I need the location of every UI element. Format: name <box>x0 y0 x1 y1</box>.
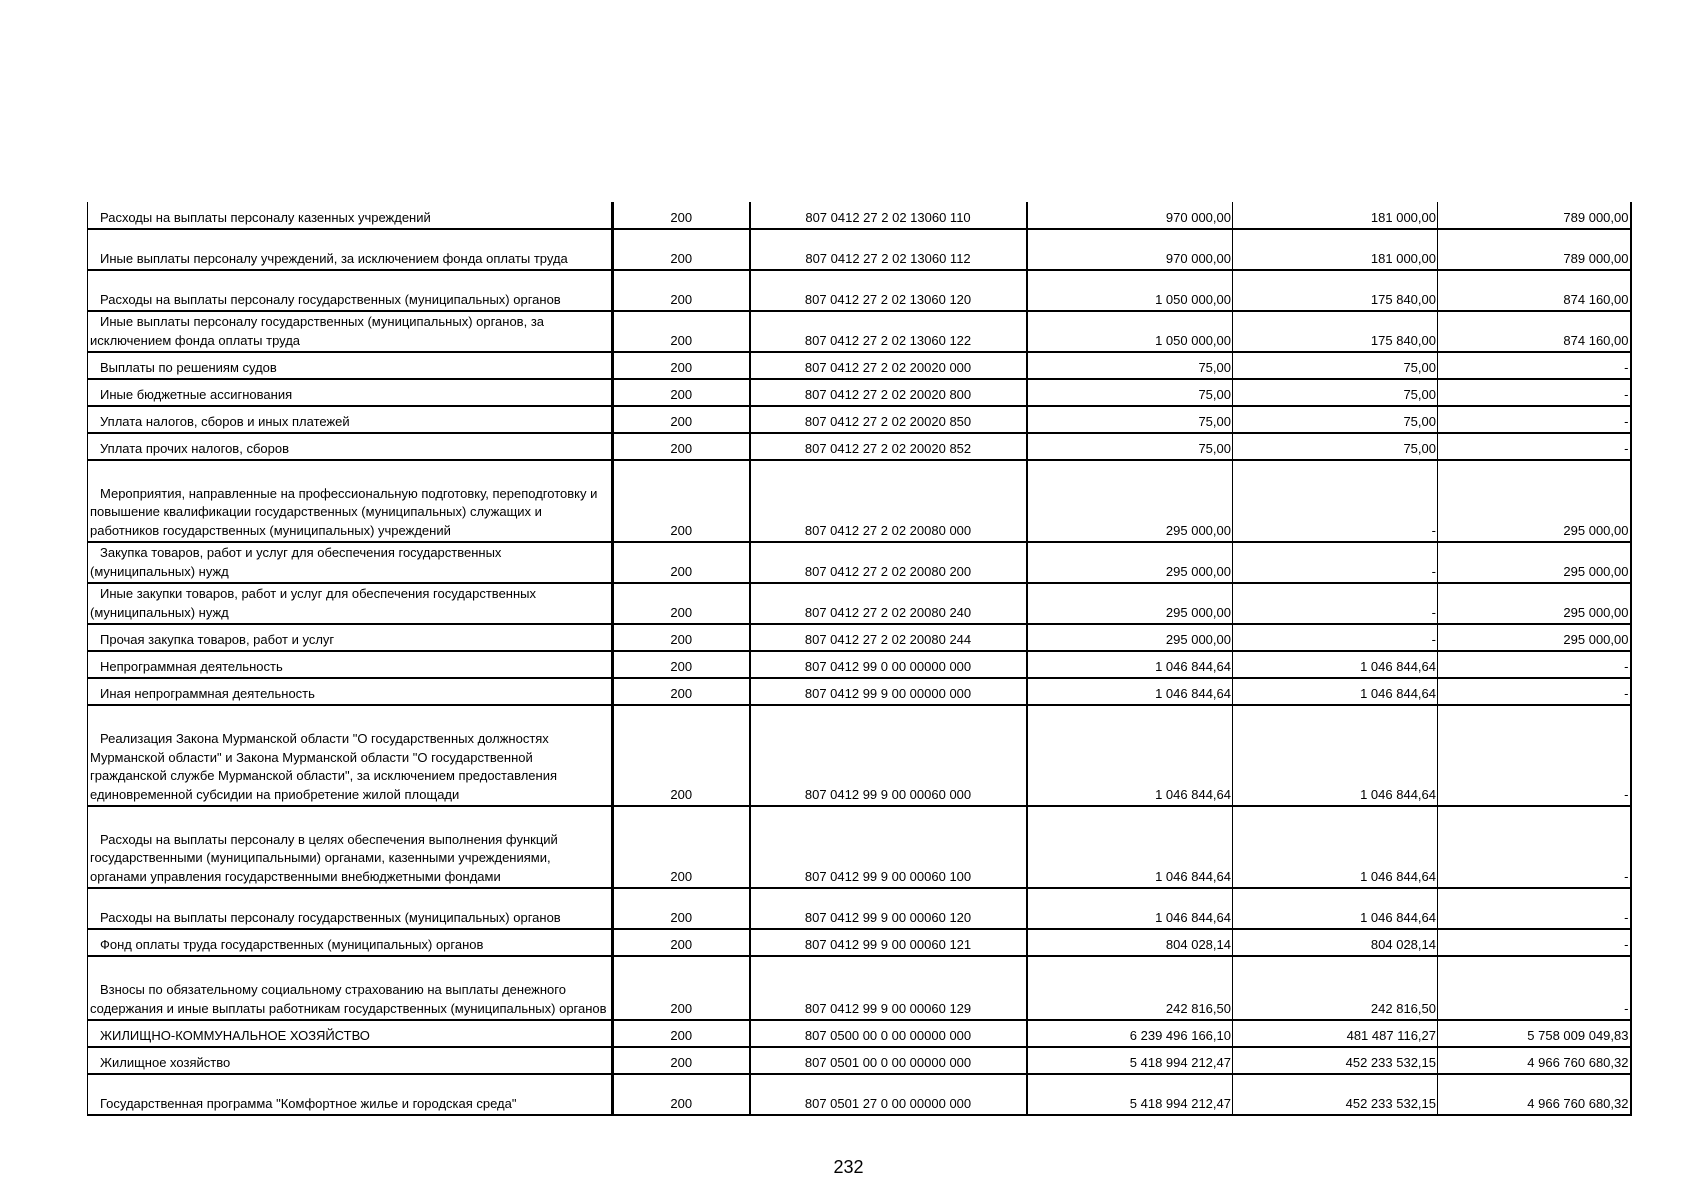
row-executed-amount: 481 487 116,27 <box>1233 1020 1438 1047</box>
row-approved-amount: 5 418 994 212,47 <box>1027 1074 1233 1115</box>
row-executed-amount: 175 840,00 <box>1233 311 1438 352</box>
row-line-code: 200 <box>613 956 750 1020</box>
row-line-code: 200 <box>613 406 750 433</box>
row-approved-amount: 970 000,00 <box>1027 202 1233 229</box>
row-budget-code: 807 0412 27 2 02 20080 240 <box>750 583 1027 624</box>
row-name: Расходы на выплаты персоналу государственных (муниципальных) органов <box>88 270 613 311</box>
page-number: 232 <box>833 1157 864 1177</box>
row-remaining-amount: - <box>1438 806 1631 888</box>
row-line-code: 200 <box>613 352 750 379</box>
row-line-code: 200 <box>613 229 750 270</box>
row-budget-code: 807 0412 27 2 02 20020 000 <box>750 352 1027 379</box>
table-row <box>88 379 1631 406</box>
row-name: Мероприятия, направленные на профессиональную подготовку, переподготовку и повышение квалификации государственных (муниципальных) служащих и работников государственных (муниципальных) учреждений <box>88 460 613 542</box>
row-budget-code: 807 0412 27 2 02 13060 120 <box>750 270 1027 311</box>
table-row <box>88 705 1631 806</box>
row-line-code: 200 <box>613 806 750 888</box>
row-name: Реализация Закона Мурманской области "О государственных должностях Мурманской области" и Закона Мурманской области "О государственной гражданской службе Мурманской области", за исключением предоставления единовременной субсидии на приобретение жилой площади <box>88 705 613 806</box>
row-executed-amount: 75,00 <box>1233 379 1438 406</box>
row-remaining-amount: - <box>1438 678 1631 705</box>
row-approved-amount: 75,00 <box>1027 379 1233 406</box>
row-executed-amount: 75,00 <box>1233 406 1438 433</box>
row-executed-amount: 242 816,50 <box>1233 956 1438 1020</box>
row-executed-amount: 75,00 <box>1233 352 1438 379</box>
row-budget-code: 807 0412 27 2 02 20020 800 <box>750 379 1027 406</box>
row-name: Непрограммная деятельность <box>88 651 613 678</box>
row-executed-amount: 75,00 <box>1233 433 1438 460</box>
row-approved-amount: 1 046 844,64 <box>1027 651 1233 678</box>
row-line-code: 200 <box>613 583 750 624</box>
table-row <box>88 311 1631 352</box>
row-budget-code: 807 0412 27 2 02 13060 122 <box>750 311 1027 352</box>
table-row <box>88 460 1631 542</box>
row-budget-code: 807 0412 27 2 02 13060 112 <box>750 229 1027 270</box>
row-remaining-amount: 874 160,00 <box>1438 270 1631 311</box>
row-budget-code: 807 0500 00 0 00 00000 000 <box>750 1020 1027 1047</box>
row-budget-code: 807 0412 27 2 02 13060 110 <box>750 202 1027 229</box>
row-name: ЖИЛИЩНО-КОММУНАЛЬНОЕ ХОЗЯЙСТВО <box>88 1020 613 1047</box>
row-name: Расходы на выплаты персоналу казенных учреждений <box>88 202 613 229</box>
row-executed-amount: 1 046 844,64 <box>1233 705 1438 806</box>
table-row <box>88 1047 1631 1074</box>
row-remaining-amount: 295 000,00 <box>1438 460 1631 542</box>
row-line-code: 200 <box>613 651 750 678</box>
row-approved-amount: 295 000,00 <box>1027 624 1233 651</box>
row-approved-amount: 1 050 000,00 <box>1027 270 1233 311</box>
row-budget-code: 807 0412 99 9 00 00060 000 <box>750 705 1027 806</box>
table-row <box>88 1074 1631 1115</box>
row-name: Иные бюджетные ассигнования <box>88 379 613 406</box>
row-approved-amount: 75,00 <box>1027 433 1233 460</box>
budget-execution-table <box>87 202 1632 1116</box>
row-name: Жилищное хозяйство <box>88 1047 613 1074</box>
row-executed-amount: 175 840,00 <box>1233 270 1438 311</box>
table-row <box>88 956 1631 1020</box>
row-budget-code: 807 0412 99 9 00 00060 129 <box>750 956 1027 1020</box>
row-remaining-amount: - <box>1438 705 1631 806</box>
row-executed-amount: 181 000,00 <box>1233 202 1438 229</box>
row-name: Прочая закупка товаров, работ и услуг <box>88 624 613 651</box>
row-line-code: 200 <box>613 270 750 311</box>
row-executed-amount: - <box>1233 624 1438 651</box>
row-budget-code: 807 0501 00 0 00 00000 000 <box>750 1047 1027 1074</box>
table-row <box>88 806 1631 888</box>
row-budget-code: 807 0412 99 9 00 00000 000 <box>750 678 1027 705</box>
row-budget-code: 807 0412 27 2 02 20080 000 <box>750 460 1027 542</box>
row-budget-code: 807 0412 99 9 00 00060 121 <box>750 929 1027 956</box>
row-line-code: 200 <box>613 433 750 460</box>
row-executed-amount: 1 046 844,64 <box>1233 651 1438 678</box>
row-line-code: 200 <box>613 888 750 929</box>
row-approved-amount: 1 046 844,64 <box>1027 678 1233 705</box>
table-row <box>88 929 1631 956</box>
table-row <box>88 229 1631 270</box>
row-remaining-amount: 4 966 760 680,32 <box>1438 1074 1631 1115</box>
row-remaining-amount: - <box>1438 379 1631 406</box>
row-line-code: 200 <box>613 624 750 651</box>
row-executed-amount: 1 046 844,64 <box>1233 806 1438 888</box>
row-remaining-amount: 295 000,00 <box>1438 624 1631 651</box>
row-budget-code: 807 0501 27 0 00 00000 000 <box>750 1074 1027 1115</box>
row-approved-amount: 242 816,50 <box>1027 956 1233 1020</box>
table-row <box>88 270 1631 311</box>
row-name: Уплата прочих налогов, сборов <box>88 433 613 460</box>
table-row <box>88 1020 1631 1047</box>
row-executed-amount: 804 028,14 <box>1233 929 1438 956</box>
table-row <box>88 406 1631 433</box>
table-row <box>88 651 1631 678</box>
row-approved-amount: 295 000,00 <box>1027 460 1233 542</box>
row-name: Фонд оплаты труда государственных (муниципальных) органов <box>88 929 613 956</box>
table-row <box>88 888 1631 929</box>
row-name: Иные выплаты персоналу учреждений, за исключением фонда оплаты труда <box>88 229 613 270</box>
row-line-code: 200 <box>613 1074 750 1115</box>
row-line-code: 200 <box>613 705 750 806</box>
table-row <box>88 542 1631 583</box>
row-executed-amount: 1 046 844,64 <box>1233 678 1438 705</box>
row-remaining-amount: 5 758 009 049,83 <box>1438 1020 1631 1047</box>
row-line-code: 200 <box>613 678 750 705</box>
row-approved-amount: 804 028,14 <box>1027 929 1233 956</box>
row-executed-amount: - <box>1233 583 1438 624</box>
row-line-code: 200 <box>613 379 750 406</box>
row-name: Иные закупки товаров, работ и услуг для обеспечения государственных (муниципальных) нужд <box>88 583 613 624</box>
row-remaining-amount: 295 000,00 <box>1438 583 1631 624</box>
row-budget-code: 807 0412 27 2 02 20020 852 <box>750 433 1027 460</box>
row-executed-amount: - <box>1233 542 1438 583</box>
row-line-code: 200 <box>613 202 750 229</box>
row-remaining-amount: 4 966 760 680,32 <box>1438 1047 1631 1074</box>
row-approved-amount: 75,00 <box>1027 406 1233 433</box>
row-name: Закупка товаров, работ и услуг для обеспечения государственных (муниципальных) нужд <box>88 542 613 583</box>
table-body <box>88 202 1631 1115</box>
row-approved-amount: 1 046 844,64 <box>1027 888 1233 929</box>
row-approved-amount: 5 418 994 212,47 <box>1027 1047 1233 1074</box>
row-executed-amount: 1 046 844,64 <box>1233 888 1438 929</box>
row-approved-amount: 1 046 844,64 <box>1027 806 1233 888</box>
row-budget-code: 807 0412 27 2 02 20080 200 <box>750 542 1027 583</box>
row-name: Взносы по обязательному социальному страхованию на выплаты денежного содержания и иные выплаты работникам государственных (муниципальных) органов <box>88 956 613 1020</box>
row-approved-amount: 295 000,00 <box>1027 583 1233 624</box>
row-approved-amount: 1 050 000,00 <box>1027 311 1233 352</box>
row-line-code: 200 <box>613 1020 750 1047</box>
row-line-code: 200 <box>613 460 750 542</box>
table-row <box>88 583 1631 624</box>
row-remaining-amount: - <box>1438 352 1631 379</box>
row-remaining-amount: 789 000,00 <box>1438 229 1631 270</box>
row-line-code: 200 <box>613 542 750 583</box>
row-line-code: 200 <box>613 311 750 352</box>
row-name: Иная непрограммная деятельность <box>88 678 613 705</box>
row-remaining-amount: 789 000,00 <box>1438 202 1631 229</box>
row-executed-amount: 452 233 532,15 <box>1233 1047 1438 1074</box>
row-approved-amount: 6 239 496 166,10 <box>1027 1020 1233 1047</box>
row-budget-code: 807 0412 27 2 02 20020 850 <box>750 406 1027 433</box>
row-remaining-amount: - <box>1438 956 1631 1020</box>
row-remaining-amount: - <box>1438 651 1631 678</box>
table-row <box>88 433 1631 460</box>
row-remaining-amount: - <box>1438 929 1631 956</box>
row-budget-code: 807 0412 99 9 00 00060 120 <box>750 888 1027 929</box>
row-remaining-amount: 295 000,00 <box>1438 542 1631 583</box>
row-line-code: 200 <box>613 929 750 956</box>
row-remaining-amount: - <box>1438 406 1631 433</box>
row-line-code: 200 <box>613 1047 750 1074</box>
row-remaining-amount: - <box>1438 433 1631 460</box>
table-row <box>88 624 1631 651</box>
row-executed-amount: 181 000,00 <box>1233 229 1438 270</box>
row-name: Расходы на выплаты персоналу государственных (муниципальных) органов <box>88 888 613 929</box>
row-executed-amount: - <box>1233 460 1438 542</box>
row-name: Расходы на выплаты персоналу в целях обеспечения выполнения функций государственными (муниципальными) органами, казенными учреждениями, органами управления государственными внебюджетными фондами <box>88 806 613 888</box>
row-budget-code: 807 0412 27 2 02 20080 244 <box>750 624 1027 651</box>
row-approved-amount: 1 046 844,64 <box>1027 705 1233 806</box>
row-executed-amount: 452 233 532,15 <box>1233 1074 1438 1115</box>
row-approved-amount: 970 000,00 <box>1027 229 1233 270</box>
table-row <box>88 202 1631 229</box>
row-name: Иные выплаты персоналу государственных (муниципальных) органов, за исключением фонда оплаты труда <box>88 311 613 352</box>
row-approved-amount: 295 000,00 <box>1027 542 1233 583</box>
row-name: Государственная программа "Комфортное жилье и городская среда" <box>88 1074 613 1115</box>
row-budget-code: 807 0412 99 0 00 00000 000 <box>750 651 1027 678</box>
table-row <box>88 678 1631 705</box>
row-name: Выплаты по решениям судов <box>88 352 613 379</box>
row-remaining-amount: 874 160,00 <box>1438 311 1631 352</box>
row-approved-amount: 75,00 <box>1027 352 1233 379</box>
row-remaining-amount: - <box>1438 888 1631 929</box>
row-budget-code: 807 0412 99 9 00 00060 100 <box>750 806 1027 888</box>
row-name: Уплата налогов, сборов и иных платежей <box>88 406 613 433</box>
table-row <box>88 352 1631 379</box>
